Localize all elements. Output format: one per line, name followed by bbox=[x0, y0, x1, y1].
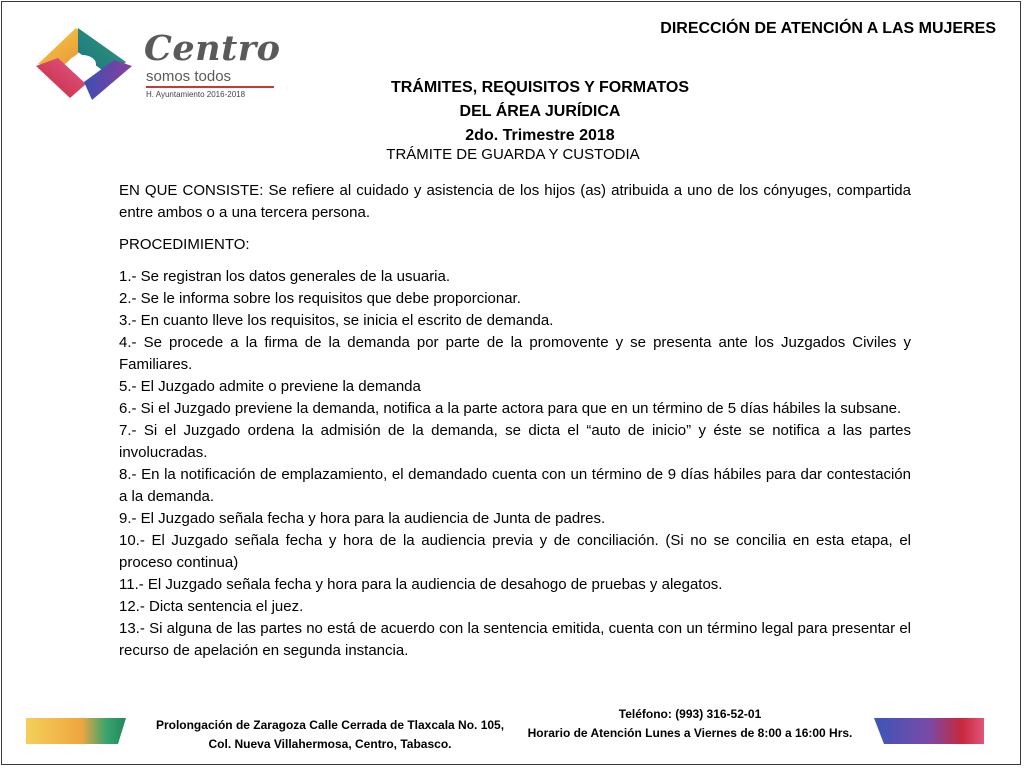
procedure-step: 12.- Dicta sentencia el juez. bbox=[119, 598, 304, 615]
procedure-step: 11.- El Juzgado señala fecha y hora para la audiencia de desahogo de pruebas y alegatos. bbox=[119, 576, 723, 593]
document-title-line: DEL ÁREA JURÍDICA bbox=[459, 103, 621, 120]
procedure-step: 13.- Si alguna de las partes no está de acuerdo con la sentencia emitida, cuenta con un término legal para presentar el recurso de apelación en segunda instancia. bbox=[119, 620, 911, 659]
document-title bbox=[340, 76, 740, 148]
footer-address-line: Col. Nueva Villahermosa, Centro, Tabasco. bbox=[208, 737, 452, 751]
procedure-step: 10.- El Juzgado señala fecha y hora de la audiencia previa y de conciliación. (Si no se concilia en esta etapa, el proceso continua) bbox=[119, 532, 911, 571]
procedure-steps bbox=[119, 266, 911, 662]
procedure-step: 3.- En cuanto lleve los requisitos, se inicia el escrito de demanda. bbox=[119, 312, 554, 329]
procedure-step: 6.- Si el Juzgado previene la demanda, notifica a la parte actora para que en un término de 5 días hábiles la subsane. bbox=[119, 400, 902, 417]
procedure-step: 5.- El Juzgado admite o previene la demanda bbox=[119, 378, 421, 395]
consiste-paragraph: EN QUE CONSISTE: Se refiere al cuidado y asistencia de los hijos (as) atribuida a uno de los cónyuges, compartida entre ambos o a una tercera persona. bbox=[119, 182, 911, 221]
centro-logo bbox=[30, 22, 280, 104]
logo-rule bbox=[146, 86, 274, 88]
procedimiento-heading: PROCEDIMIENTO: bbox=[119, 236, 250, 253]
tramite-title: TRÁMITE DE GUARDA Y CUSTODIA bbox=[386, 146, 640, 163]
footer-contact bbox=[510, 705, 870, 743]
procedure-step: 9.- El Juzgado señala fecha y hora para la audiencia de Junta de padres. bbox=[119, 510, 606, 527]
procedure-step: 7.- Si el Juzgado ordena la admisión de la demanda, se dicta el “auto de inicio” y éste se notifica a las partes involucradas. bbox=[119, 422, 911, 461]
logo-slogan: somos todos bbox=[146, 68, 232, 85]
header-title: DIRECCIÓN DE ATENCIÓN A LAS MUJERES bbox=[660, 20, 996, 37]
procedure-step: 2.- Se le informa sobre los requisitos que debe proporcionar. bbox=[119, 290, 521, 307]
procedure-step: 4.- Se procede a la firma de la demanda por parte de la promovente y se presenta ante los Juzgados Civiles y Familiares. bbox=[119, 334, 911, 373]
footer-address-line: Prolongación de Zaragoza Calle Cerrada de Tlaxcala No. 105, bbox=[155, 718, 505, 732]
procedure-step: 1.- Se registran los datos generales de la usuaria. bbox=[119, 268, 451, 285]
footer-color-bar-right bbox=[874, 718, 984, 744]
footer-hours: Horario de Atención Lunes a Viernes de 8:00 a 16:00 Hrs. bbox=[527, 726, 853, 740]
document-body bbox=[119, 180, 911, 662]
centro-emblem-icon bbox=[30, 22, 140, 104]
logo-period: H. Ayuntamiento 2016-2018 bbox=[146, 90, 246, 99]
document-title-line: 2do. Trimestre 2018 bbox=[465, 127, 615, 144]
footer-color-bar-left bbox=[26, 718, 126, 744]
logo-name: Centro bbox=[144, 28, 281, 69]
footer-phone: Teléfono: (993) 316-52-01 bbox=[618, 707, 762, 721]
document-title-line: TRÁMITES, REQUISITOS Y FORMATOS bbox=[390, 79, 690, 96]
footer-address bbox=[134, 716, 526, 754]
procedure-step: 8.- En la notificación de emplazamiento, el demandado cuenta con un término de 9 días hábiles para dar contestación a la demanda. bbox=[119, 466, 911, 505]
